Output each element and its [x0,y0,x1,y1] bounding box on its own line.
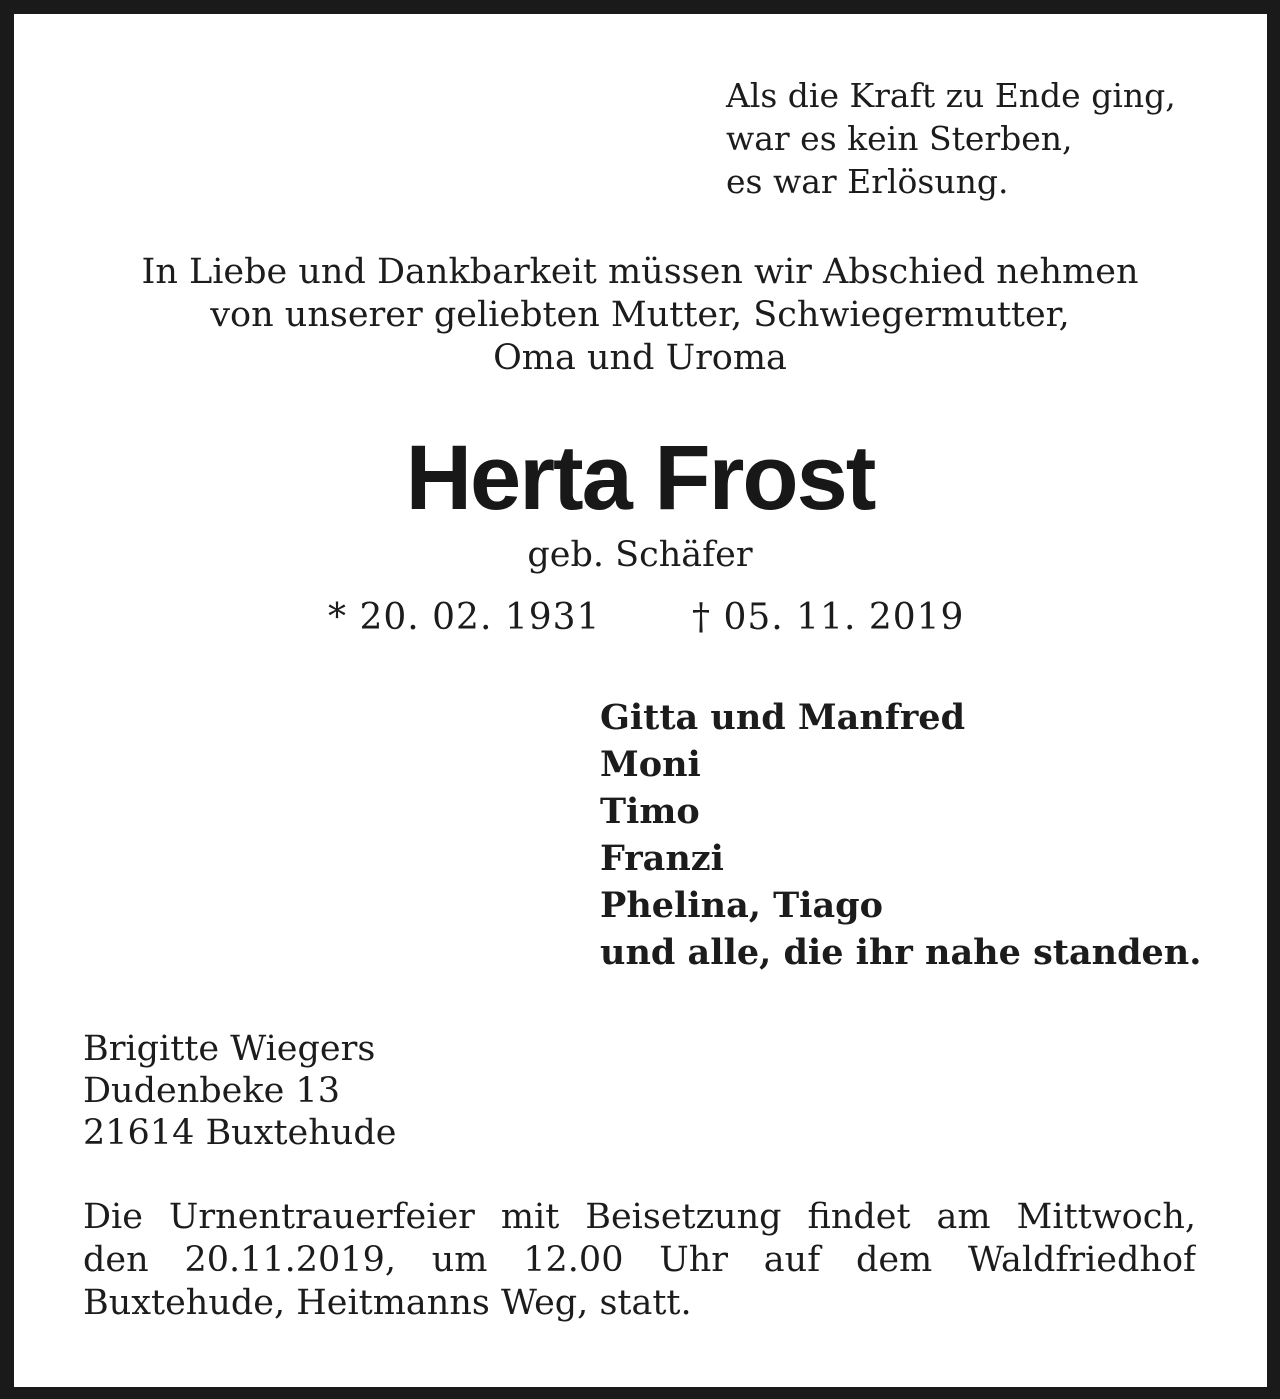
intro-text [60,251,1220,380]
notice-line: Buxtehude, Heitmanns Weg, statt. [83,1283,692,1323]
intro-line: Oma und Uroma [493,338,787,378]
motto-line: war es kein Sterben, [726,119,1073,158]
motto-line: Als die Kraft zu Ende ging, [726,76,1176,115]
deceased-name: Herta Frost [405,427,875,529]
birth-date: * 20. 02. 1931 [328,597,601,638]
mourner-entry: und alle, die ihr nahe standen. [600,932,1202,973]
mourners-list [600,694,1201,976]
intro-line: In Liebe und Dankbarkeit müssen wir Abschied nehmen [141,252,1139,292]
funeral-notice [83,1196,1196,1325]
mourner-entry: Timo [600,791,700,832]
address-line: Dudenbeke 13 [83,1071,340,1111]
motto-verse [726,74,1176,203]
address-line: Brigitte Wiegers [83,1029,376,1069]
motto-line: es war Erlösung. [726,162,1009,201]
death-date: † 05. 11. 2019 [692,597,965,638]
maiden-name: geb. Schäfer [527,535,753,575]
mourner-entry: Franzi [600,838,724,879]
contact-address [83,1028,396,1154]
intro-line: von unserer geliebten Mutter, Schwiegermutter, [210,295,1070,335]
mourner-entry: Phelina, Tiago [600,885,883,926]
notice-line: den 20.11.2019, um 12.00 Uhr auf dem Waldfriedhof [83,1240,1196,1280]
mourner-entry: Moni [600,744,701,785]
address-line: 21614 Buxtehude [83,1113,397,1153]
mourner-entry: Gitta und Manfred [600,697,966,738]
notice-line: Die Urnentrauerfeier mit Beisetzung findet am Mittwoch, [83,1197,1196,1237]
